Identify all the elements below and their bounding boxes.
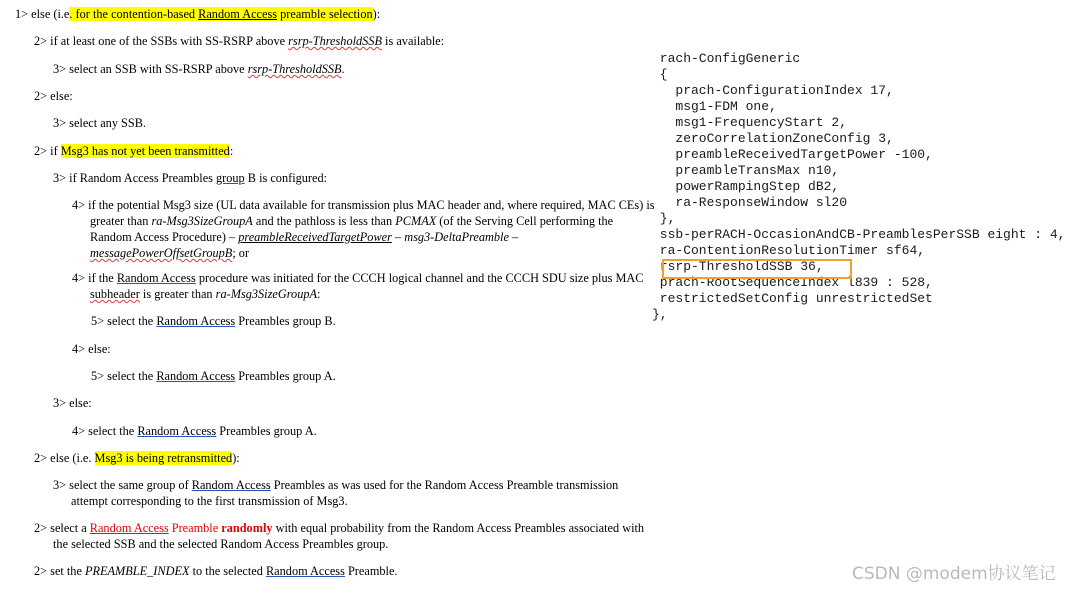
- asn1-config-code: [652, 50, 1084, 340]
- code-line: {: [652, 67, 668, 82]
- spec-line-3: 3> select an SSB with SS-RSRP above rsrp-ThresholdSSB.: [53, 62, 345, 76]
- code-line-rsrp-threshold: rsrp-ThresholdSSB 36,: [652, 259, 824, 274]
- code-line: ra-ContentionResolutionTimer sf64,: [652, 243, 926, 258]
- spec-line-15: 2> else (i.e. Msg3 is being retransmitted):: [34, 451, 240, 465]
- code-line: },: [652, 211, 676, 226]
- spec-line-7: 3> if Random Access Preambles group B is configured:: [53, 171, 328, 185]
- watermark: CSDN @modem协议笔记: [852, 564, 1056, 584]
- spec-line-10: 5> select the Random Access Preambles group B.: [91, 314, 336, 328]
- spec-line-5: 3> select any SSB.: [53, 116, 147, 130]
- spec-line-8: 4> if the potential Msg3 size (UL data available for transmission plus MAC header and, where required, MAC CEs) is greater than ra-Msg3SizeGroupA and the pathloss is less than PCMAX (of the Serving Cell performing the Random Access Procedure) – preambleReceivedTargetPower – msg3-DeltaPreamble – messagePowerOffsetGroupB; or: [72, 198, 655, 260]
- code-line: msg1-FDM one,: [652, 99, 777, 114]
- spec-line-11: 4> else:: [72, 342, 111, 356]
- code-line: prach-ConfigurationIndex 17,: [652, 83, 894, 98]
- spec-line-17: 2> select a Random Access Preamble randomly with equal probability from the Random Access Preambles associated with the selected SSB and the selected Random Access Preambles group.: [34, 521, 645, 551]
- highlight: Msg3 has not yet been transmitted: [60, 144, 230, 158]
- highlight: . for the contention-based Random Access preamble selection: [69, 7, 373, 21]
- code-line: powerRampingStep dB2,: [652, 179, 840, 194]
- spec-line-2: 2> if at least one of the SSBs with SS-RSRP above rsrp-ThresholdSSB is available:: [34, 34, 445, 48]
- spec-line-13: 3> else:: [53, 396, 92, 410]
- spec-line-12: 5> select the Random Access Preambles group A.: [91, 369, 336, 383]
- code-line: prach-RootSequenceIndex l839 : 528,: [652, 275, 933, 290]
- spec-line-16: 3> select the same group of Random Access Preambles as was used for the Random Access Preamble transmission attempt corresponding to the first transmission of Msg3.: [53, 478, 619, 508]
- spec-line-1: 1> else (i.e. for the contention-based Random Access preamble selection):: [15, 7, 381, 21]
- spec-line-18: 2> set the PREAMBLE_INDEX to the selected Random Access Preamble.: [34, 564, 398, 578]
- code-line: preambleTransMax n10,: [652, 163, 840, 178]
- spec-line-9: 4> if the Random Access procedure was initiated for the CCCH logical channel and the CCCH SDU size plus MAC subheader is greater than ra-Msg3SizeGroupA:: [72, 271, 644, 301]
- code-line: preambleReceivedTargetPower -100,: [652, 147, 933, 162]
- code-line: ra-ResponseWindow sl20: [652, 195, 848, 210]
- code-line: zeroCorrelationZoneConfig 3,: [652, 131, 894, 146]
- code-line: rach-ConfigGeneric: [652, 51, 801, 66]
- highlight: Msg3 is being retransmitted: [94, 451, 233, 465]
- spec-line-6: 2> if Msg3 has not yet been transmitted:: [34, 144, 234, 158]
- highlight-box: [662, 259, 852, 279]
- code-line: },: [652, 307, 668, 322]
- code-line: msg1-FrequencyStart 2,: [652, 115, 848, 130]
- spec-line-14: 4> select the Random Access Preambles group A.: [72, 424, 317, 438]
- spec-line-4: 2> else:: [34, 89, 73, 103]
- code-line: restrictedSetConfig unrestrictedSet: [652, 291, 933, 306]
- code-line: ssb-perRACH-OccasionAndCB-PreamblesPerSSB eight : 4,: [652, 227, 1066, 242]
